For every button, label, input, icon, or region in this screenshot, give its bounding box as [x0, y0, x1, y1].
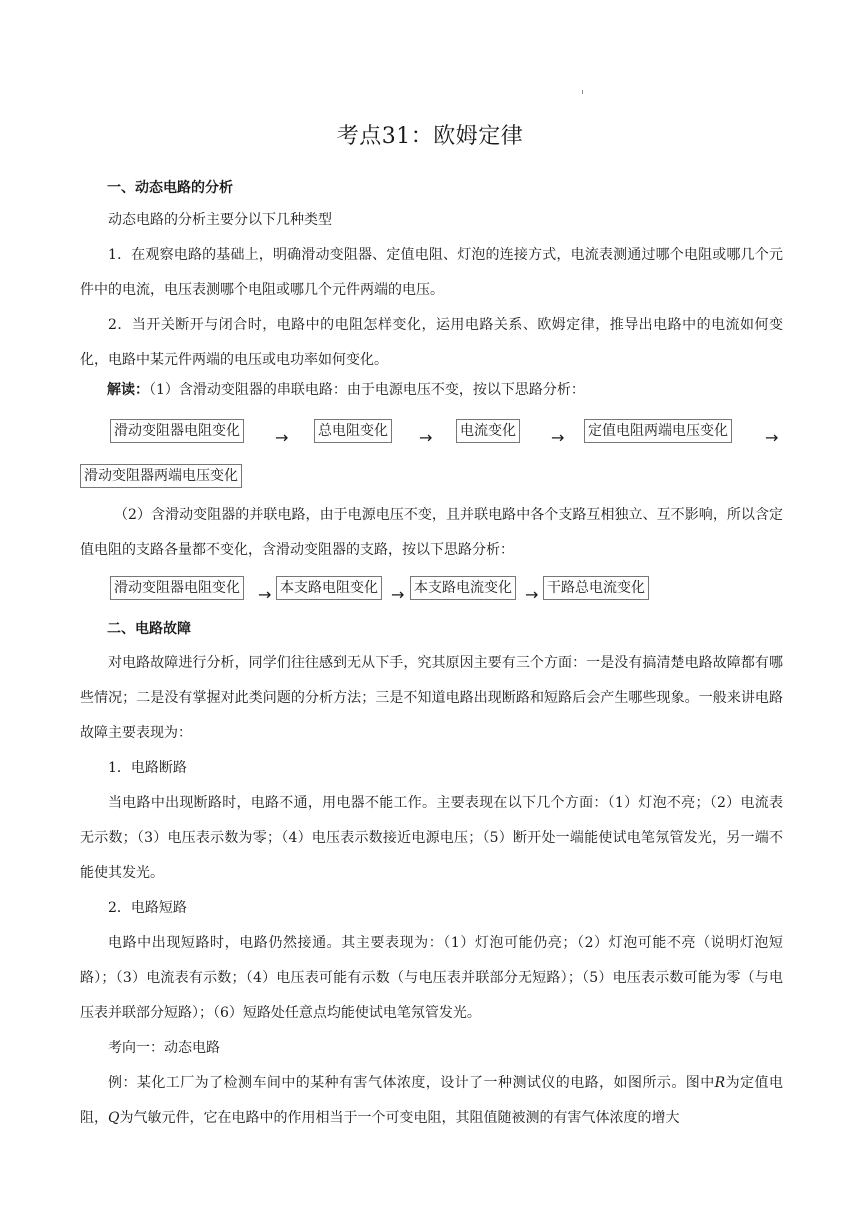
flow2-step-1: 滑动变阻器电阻变化: [110, 576, 244, 600]
section1-item1: 1．在观察电路的基础上，明确滑动变阻器、定值电阻、灯泡的连接方式，电流表测通过哪个电阻或哪几个元件中的电流，电压表测哪个电阻或哪几个元件两端的电压。: [80, 247, 783, 298]
section2-sub1-title: 1．电路断路: [108, 760, 187, 776]
section1-para2: （2）含滑动变阻器的并联电路，由于电源电压不变，且并联电路中各个支路互相独立、互不影响，所以含定值电阻的支路各量都不变化，含滑动变阻器的支路，按以下思路分析：: [80, 507, 783, 558]
flow1-step-5: 滑动变阻器两端电压变化: [80, 464, 242, 488]
flow1-step-2: 总电阻变化: [314, 419, 392, 443]
flow1-arrow-3: →: [551, 428, 565, 447]
section2-sub2-text: 电路中出现短路时，电路仍然接通。其主要表现为：（1）灯泡可能仍亮；（2）灯泡可能不亮（说明灯泡短路）；（3）电流表有示数；（4）电压表可能有示数（与电压表并联部分无短路）；（5）电压表示数可能为零（与电压表并联部分短路）；（6）短路处任意点均能使试电笔氖管发光。: [80, 935, 783, 1021]
flow1-arrow-4: →: [765, 428, 779, 447]
jiedu-line: [107, 380, 585, 400]
section2-intro: 对电路故障进行分析，同学们往往感到无从下手，究其原因主要有三个方面：一是没有搞清楚电路故障都有哪些情况；二是没有掌握对此类问题的分析方法；三是不知道电路出现断路和短路后会产生哪些现象。一般来讲电路故障主要表现为：: [80, 655, 783, 741]
flow2-arrow-1: →: [258, 585, 272, 604]
example-text-b: 为定值电阻，: [80, 1075, 783, 1126]
section1-item2: 2．当开关断开与闭合时，电路中的电阻怎样变化，运用电路关系、欧姆定律，推导出电路中的电流如何变化，电路中某元件两端的电压或电功率如何变化。: [80, 317, 783, 368]
variable-Q: Q: [108, 1110, 120, 1126]
page-title: 考点31：欧姆定律: [336, 124, 524, 149]
flow2-step-2: 本支路电阻变化: [276, 576, 382, 600]
example-paragraph: [80, 1066, 783, 1136]
flow1-step-3: 电流变化: [456, 419, 520, 443]
flow1-step-4: 定值电阻两端电压变化: [584, 419, 732, 443]
section2-sub1-text: 当电路中出现断路时，电路不通，用电器不能工作。主要表现在以下几个方面：（1）灯泡不亮；（2）电流表无示数；（3）电压表示数为零；（4）电压表示数接近电源电压；（5）断开处一端能使试电笔氖管发光，另一端不能使其发光。: [80, 795, 783, 881]
page-mark: [582, 90, 583, 94]
flow1-step-1: 滑动变阻器电阻变化: [110, 419, 244, 443]
flow2-arrow-2: →: [391, 585, 405, 604]
example-text-c: 为气敏元件，它在电路中的作用相当于一个可变电阻，其阻值随被测的有害气体浓度的增大: [119, 1110, 680, 1126]
section-heading-dynamic-circuit: 一、动态电路的分析: [107, 180, 233, 196]
flow2-step-4: 干路总电流变化: [543, 576, 649, 600]
jiedu-text: （1）含滑动变阻器的串联电路：由于电源电压不变，按以下思路分析：: [149, 382, 585, 398]
flow2-step-3: 本支路电流变化: [410, 576, 516, 600]
flow1-arrow-1: →: [275, 428, 289, 447]
kaoxiang-heading: 考向一：动态电路: [108, 1040, 220, 1056]
example-text-a: 例：某化工厂为了检测车间中的某种有害气体浓度，设计了一种测试仪的电路，如图所示。图中: [108, 1075, 715, 1091]
jiedu-label: 解读：: [107, 382, 149, 398]
flow1-arrow-2: →: [419, 428, 433, 447]
flow2-arrow-3: →: [525, 585, 539, 604]
section2-sub2-title: 2．电路短路: [108, 900, 187, 916]
section1-intro: 动态电路的分析主要分以下几种类型: [108, 212, 332, 228]
section-heading-circuit-fault: 二、电路故障: [107, 621, 191, 637]
variable-R: R: [714, 1075, 726, 1091]
